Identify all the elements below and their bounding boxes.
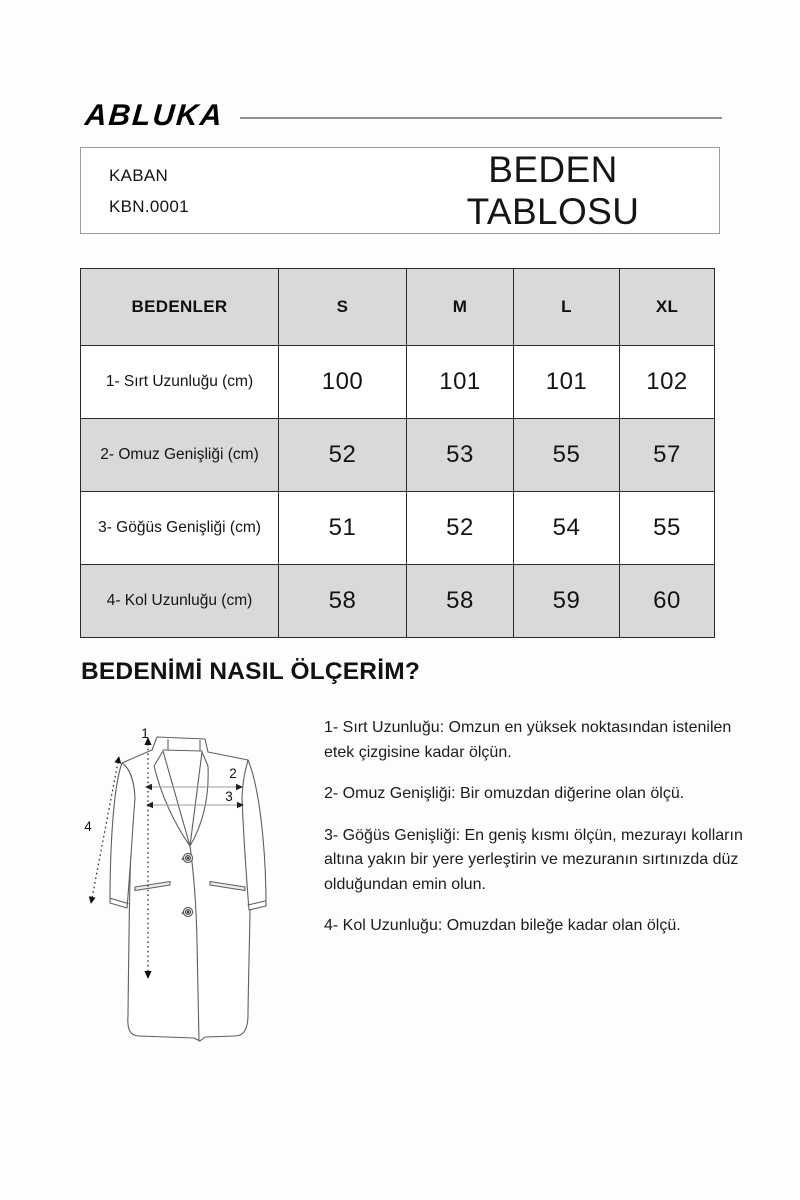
product-info <box>109 160 189 222</box>
coat-line-art-illustration <box>55 710 305 1055</box>
instruction-item: 1- Sırt Uzunluğu: Omzun en yüksek noktasından istenilen etek çizgisine kadar ölçün. <box>324 719 732 761</box>
coat-measurement-diagram <box>55 710 305 1055</box>
size-value: 57 <box>620 419 715 492</box>
size-value: 52 <box>279 419 407 492</box>
size-value: 100 <box>279 346 407 419</box>
size-value: 102 <box>620 346 715 419</box>
measure-section-heading: BEDENİMİ NASIL ÖLÇERİM? <box>81 658 420 685</box>
size-value: 60 <box>620 565 715 638</box>
instruction-item: 4- Kol Uzunluğu: Omuzdan bileğe kadar olan ölçü. <box>324 917 681 934</box>
measurement-label: 2- Omuz Genişliği (cm) <box>81 419 279 492</box>
measurement-label: 4- Kol Uzunluğu (cm) <box>81 565 279 638</box>
size-value: 58 <box>279 565 407 638</box>
column-header-s: S <box>279 269 407 346</box>
size-table-header-row <box>81 269 715 346</box>
size-value: 51 <box>279 492 407 565</box>
diagram-label-4: 4 <box>84 819 92 834</box>
table-row <box>81 565 715 638</box>
diagram-label-1: 1 <box>141 726 149 741</box>
diagram-label-3: 3 <box>225 789 233 804</box>
product-code: KBN.0001 <box>109 196 189 216</box>
table-row <box>81 492 715 565</box>
table-row <box>81 419 715 492</box>
column-header-m: M <box>407 269 514 346</box>
product-name: KABAN <box>109 165 169 185</box>
column-header-l: L <box>514 269 620 346</box>
size-value: 54 <box>514 492 620 565</box>
column-header-bedenler: BEDENLER <box>81 269 279 346</box>
size-value: 55 <box>514 419 620 492</box>
brand-logo: ABLUKA <box>83 99 226 132</box>
diagram-label-2: 2 <box>229 766 237 781</box>
size-value: 59 <box>514 565 620 638</box>
size-value: 55 <box>620 492 715 565</box>
column-header-xl: XL <box>620 269 715 346</box>
instruction-item: 3- Göğüs Genişliği: En geniş kısmı ölçün, mezurayı kolların altına yakın bir yere yerleştirin ve mezuranın sırtınızda düz olduğundan emin olun. <box>324 826 743 893</box>
page-title: BEDEN TABLOSU <box>466 148 640 232</box>
size-value: 101 <box>514 346 620 419</box>
logo-divider-line <box>240 117 722 119</box>
instruction-item: 2- Omuz Genişliği: Bir omuzdan diğerine olan ölçü. <box>324 785 685 802</box>
size-value: 101 <box>407 346 514 419</box>
measurement-label: 3- Göğüs Genişliği (cm) <box>81 492 279 565</box>
size-value: 53 <box>407 419 514 492</box>
measurement-label: 1- Sırt Uzunluğu (cm) <box>81 346 279 419</box>
size-table <box>80 268 715 638</box>
table-row <box>81 346 715 419</box>
brand-row <box>85 101 722 131</box>
product-header-box <box>80 147 720 234</box>
size-value: 58 <box>407 565 514 638</box>
measurement-instructions <box>324 716 748 956</box>
size-value: 52 <box>407 492 514 565</box>
